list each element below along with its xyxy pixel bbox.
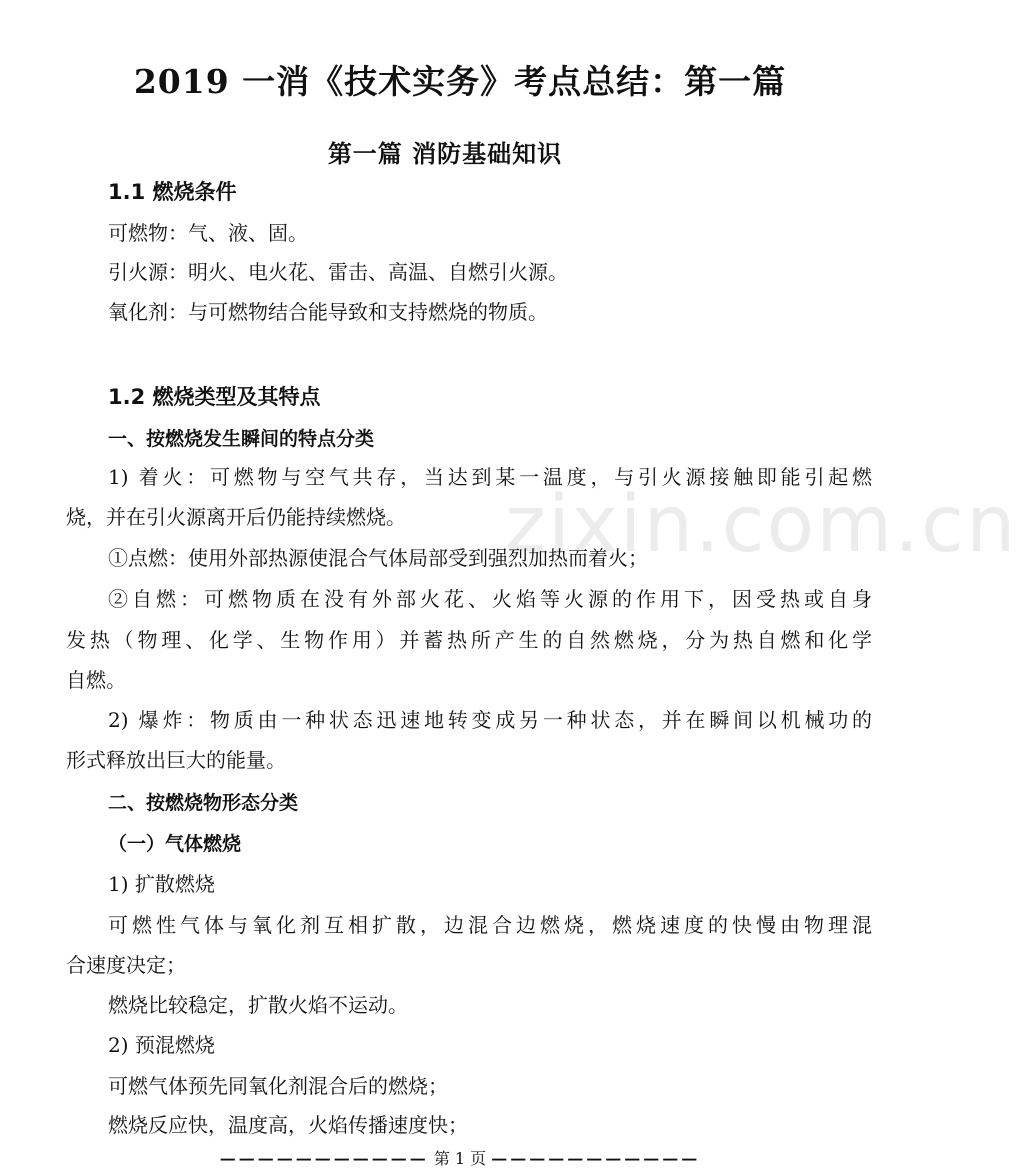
paragraph-spontaneous-line3: 自燃。 — [66, 668, 126, 692]
section-heading-1-2: 1.2 燃烧类型及其特点 — [108, 385, 321, 409]
paragraph-diffusion-line2: 合速度决定； — [66, 953, 186, 977]
paragraph-explosion-line1: 2) 爆炸：物质由一种状态迅速地转变成另一种状态，并在瞬间以机械功的 — [108, 708, 872, 732]
sub-heading-gas: （一）气体燃烧 — [108, 833, 242, 855]
paragraph-ignition-source: 引火源：明火、电火花、雷击、高温、自燃引火源。 — [108, 260, 568, 284]
paragraph-premixed-fast: 燃烧反应快，温度高，火焰传播速度快； — [108, 1113, 468, 1137]
paragraph-premixed-def: 可燃气体预先同氧化剂混合后的燃烧； — [108, 1074, 448, 1098]
paragraph-oxidizer: 氧化剂：与可燃物结合能导致和支持燃烧的物质。 — [108, 300, 548, 324]
paragraph-spontaneous-line1: ②自燃：可燃物质在没有外部火花、火焰等火源的作用下，因受热或自身 — [108, 587, 872, 611]
paragraph-point-ignition: ①点燃：使用外部热源使混合气体局部受到强烈加热而着火； — [108, 546, 648, 570]
paragraph-ignition-line2: 烧，并在引火源离开后仍能持续燃烧。 — [66, 505, 406, 529]
part-heading-2: 二、按燃烧物形态分类 — [108, 792, 299, 814]
footer-dashes-right: ——————————— — [491, 1149, 701, 1168]
chapter-title: 第一篇 消防基础知识 — [327, 139, 563, 168]
section-heading-1-1: 1.1 燃烧条件 — [108, 180, 237, 204]
part-heading-1: 一、按燃烧发生瞬间的特点分类 — [108, 428, 375, 450]
watermark: zixin.com.cn — [505, 480, 1017, 570]
footer-dashes-left: ——————————— — [219, 1149, 429, 1168]
page-number: 第 1 页 — [433, 1149, 487, 1168]
page-footer — [0, 1146, 920, 1169]
paragraph-spontaneous-line2: 发热（物理、化学、生物作用）并蓄热所产生的自然燃烧，分为热自燃和化学 — [66, 628, 872, 652]
paragraph-diffusion-stable: 燃烧比较稳定，扩散火焰不运动。 — [108, 993, 408, 1017]
paragraph-explosion-line2: 形式释放出巨大的能量。 — [66, 748, 286, 772]
paragraph-ignition-line1: 1) 着火：可燃物与空气共存，当达到某一温度，与引火源接触即能引起燃 — [108, 465, 872, 489]
document-title: 2019 一消《技术实务》考点总结：第一篇 — [133, 62, 787, 101]
paragraph-diffusion-line1: 可燃性气体与氧化剂互相扩散，边混合边燃烧，燃烧速度的快慢由物理混 — [108, 913, 872, 937]
item-premixed-combustion: 2) 预混燃烧 — [108, 1033, 215, 1057]
paragraph-combustible: 可燃物：气、液、固。 — [108, 221, 308, 245]
item-diffusion-combustion: 1) 扩散燃烧 — [108, 872, 215, 896]
